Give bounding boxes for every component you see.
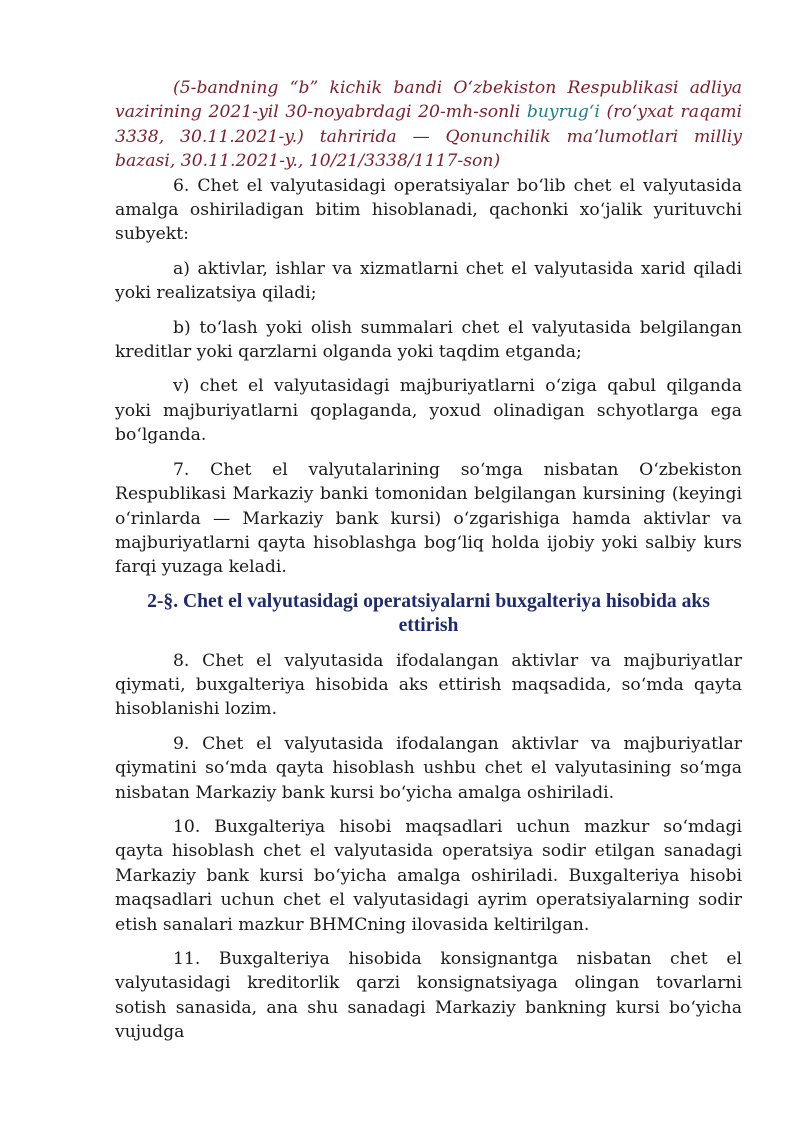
order-link[interactable]: buyrugʻi — [526, 102, 600, 123]
section-heading: 2-§. Chet el valyutasidagi operatsiyalarni buxgalteriya hisobida aks ettirish — [147, 590, 710, 637]
paragraph-9: 9. Chet el valyutasida ifodalangan aktivlar va majburiyatlar qiymatini soʻmda qayta hisoblash ushbu chet el valyutasining soʻmga nisbatan Markaziy bank kursi boʻyicha amalga oshiriladi. — [115, 733, 742, 803]
paragraph-8: 8. Chet el valyutasida ifodalangan aktivlar va majburiyatlar qiymati, buxgalteriya hisobida aks ettirish maqsadida, soʻmda qayta hisoblanishi lozim. — [115, 650, 742, 720]
amendment-note-text-end: (roʻyxat raqami 3338, 30.11.2021-y.) tahririda — Qonunchilik maʼlumotlari milliy bazasi, 30.11.2021-y., 10/21/3338/1117-son) — [115, 102, 742, 172]
paragraph-6-item-b: b) toʻlash yoki olish summalari chet el valyutasida belgilangan kreditlar yoki qarzlarni olganda yoki taqdim etganda; — [115, 317, 742, 363]
paragraph-11: 11. Buxgalteriya hisobida konsignantga nisbatan chet el valyutasidagi kreditorlik qarzi konsignatsiyaga olingan tovarlarni sotish sanasida, ana shu sanadagi Markaziy bankning kursi boʻyicha vujudga — [115, 949, 742, 1043]
paragraph-6: 6. Chet el valyutasidagi operatsiyalar boʻlib chet el valyutasida amalga oshiriladigan bitim hisoblanadi, qachonki xoʻjalik yurituvchi subyekt: — [115, 175, 742, 245]
amendment-note-text-start: (5-bandning “b” kichik bandi Oʻzbekiston Respublikasi adliya vazirining 2021-yil 30-noyabrdagi 20-mh-sonli — [115, 78, 742, 123]
amendment-note — [115, 76, 742, 174]
document-page — [115, 76, 742, 1055]
paragraph-6-item-a: a) aktivlar, ishlar va xizmatlarni chet el valyutasida xarid qiladi yoki realizatsiya qiladi; — [115, 258, 742, 304]
paragraph-7: 7. Chet el valyutalarining soʻmga nisbatan Oʻzbekiston Respublikasi Markaziy banki tomonidan belgilangan kursining (keyingi oʻrinlarda — Markaziy bank kursi) oʻzgarishiga hamda aktivlar va majburiyatlarni qayta hisoblashga bogʻliq holda ijobiy yoki salbiy kurs farqi yuzaga keladi. — [115, 459, 742, 578]
paragraph-10: 10. Buxgalteriya hisobi maqsadlari uchun mazkur soʻmdagi qayta hisoblash chet el valyutasida operatsiya sodir etilgan sanadagi Markaziy bank kursi boʻyicha amalga oshiriladi. Buxgalteriya hisobi maqsadlari uchun chet el valyutasidagi ayrim operatsiyalarning sodir etish sanalari mazkur BHMCning ilovasida keltirilgan. — [115, 816, 742, 935]
paragraph-6-item-v: v) chet el valyutasidagi majburiyatlarni oʻziga qabul qilganda yoki majburiyatlarni qoplaganda, yoxud olinadigan schyotlarga ega boʻlganda. — [115, 376, 742, 446]
